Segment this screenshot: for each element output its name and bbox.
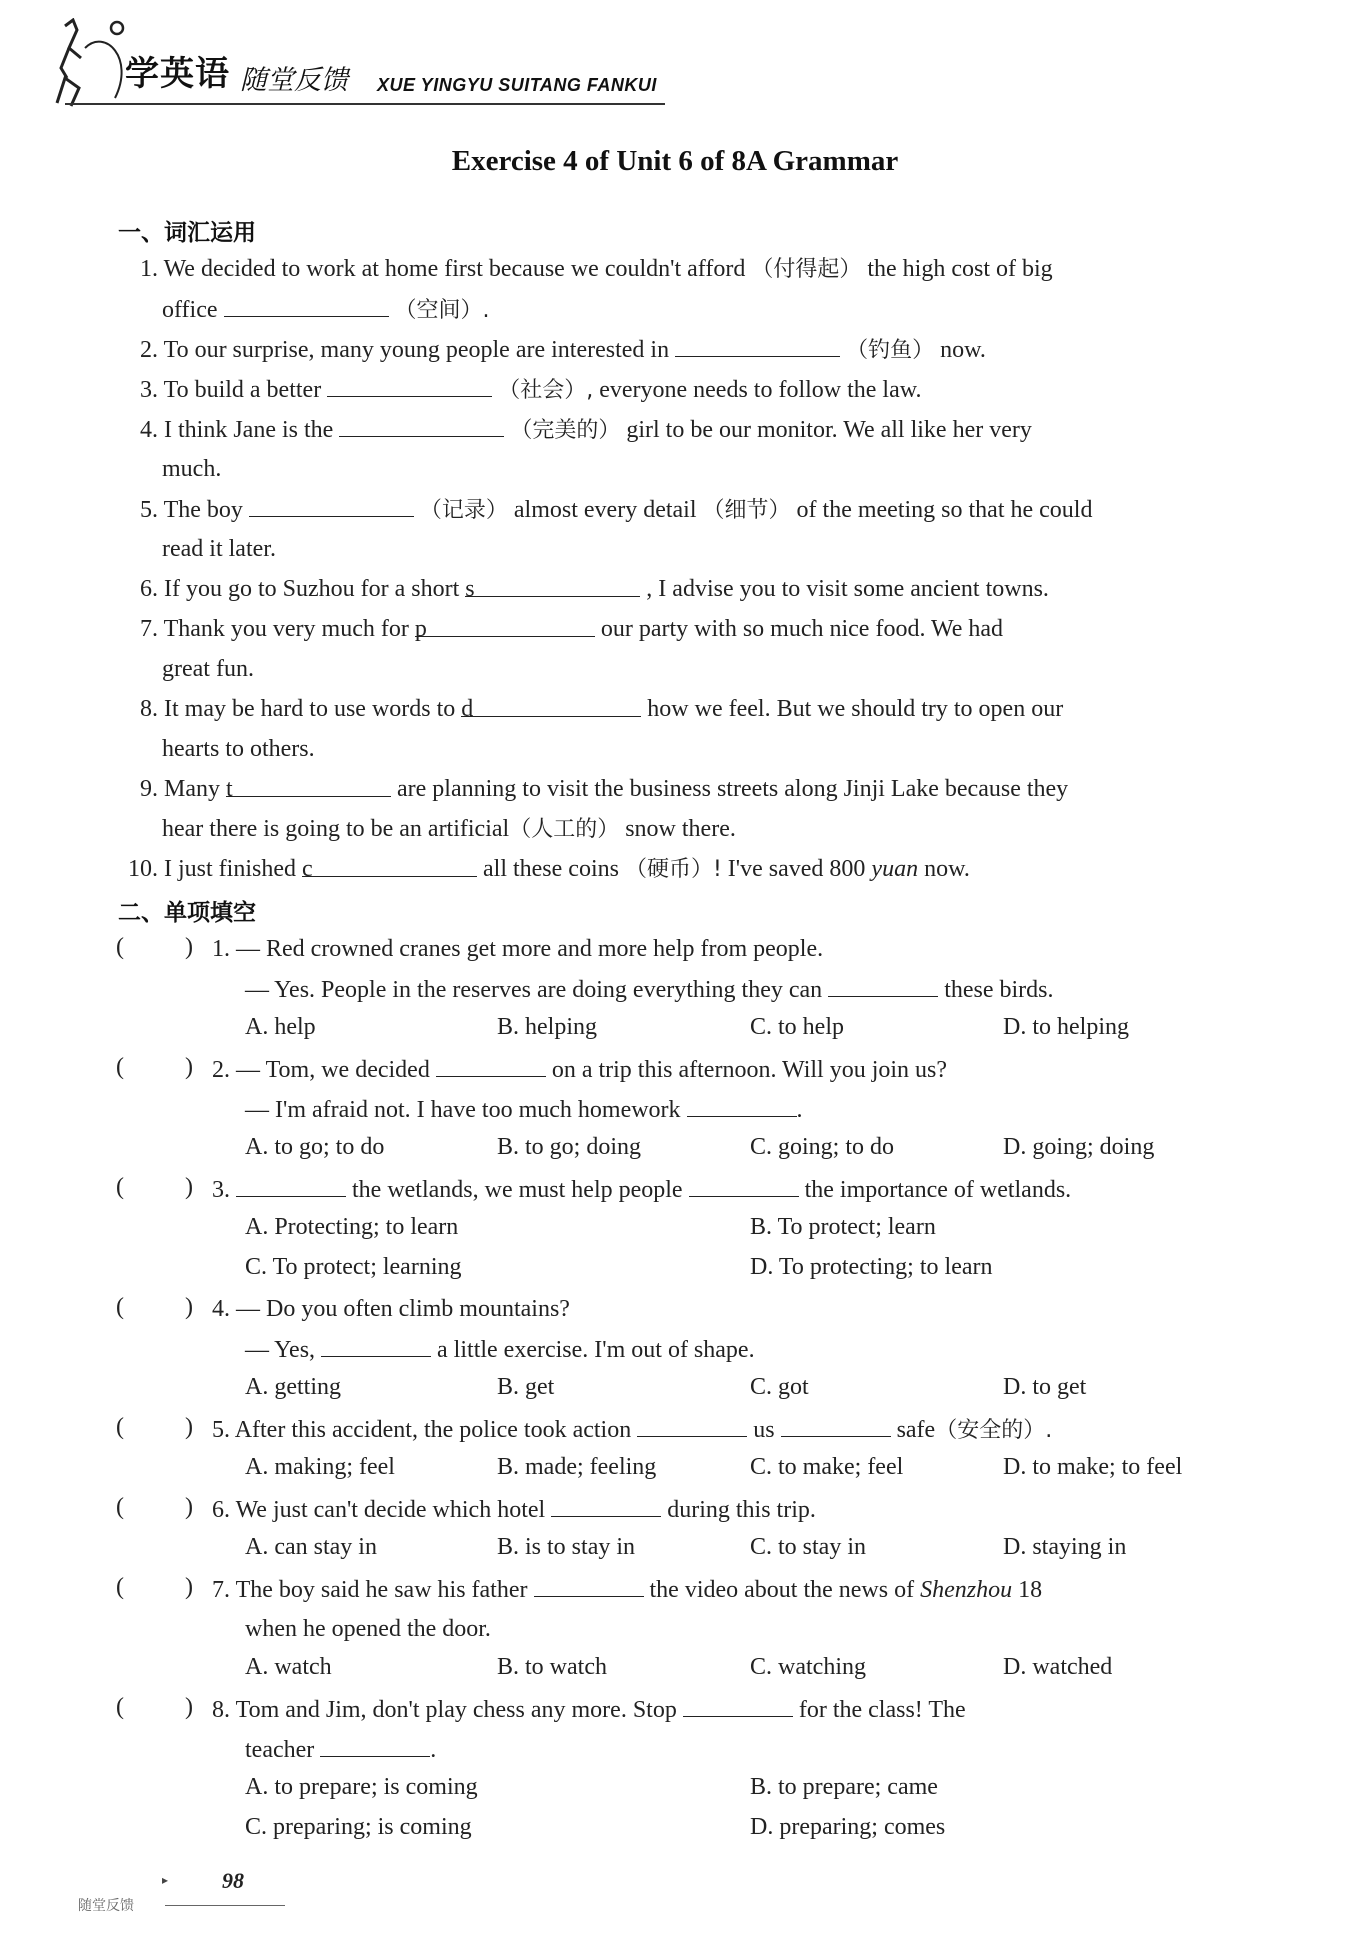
answer-blank[interactable] — [689, 1174, 799, 1197]
item-text: all these coins — [483, 856, 619, 882]
answer-paren-open: ( — [116, 1574, 124, 1600]
vocab-item-6 — [128, 574, 1049, 604]
question-text: the wetlands, we must help people — [352, 1177, 683, 1203]
question-number: 7. — [212, 1577, 230, 1603]
option-a[interactable]: A. getting — [245, 1374, 341, 1400]
option-d[interactable]: D. to get — [1003, 1374, 1087, 1400]
chinese-hint: （付得起） — [751, 257, 862, 282]
item-text: how we feel. But we should try to open our — [647, 696, 1064, 722]
item-text: everyone needs to follow the law. — [599, 377, 922, 403]
item-text: now. — [940, 337, 986, 363]
section-heading-multiple-choice: 二、单项填空 — [118, 900, 256, 926]
question-text: We just can't decide which hotel — [235, 1497, 546, 1523]
brand-pinyin: XUE YINGYU SUITANG FANKUI — [377, 75, 657, 95]
question-text: — Yes, — [245, 1337, 316, 1363]
answer-paren-close[interactable]: ) — [185, 1294, 193, 1320]
page-title: Exercise 4 of Unit 6 of 8A Grammar — [451, 145, 899, 177]
question-number: 3. — [212, 1177, 230, 1203]
question-number: 2. — [212, 1057, 230, 1083]
option-c[interactable]: C. to help — [750, 1014, 844, 1040]
answer-paren-open: ( — [116, 1174, 124, 1200]
vocab-item-9-line2 — [162, 814, 736, 845]
option-d[interactable]: D. preparing; comes — [750, 1814, 946, 1840]
answer-blank[interactable] — [414, 614, 595, 642]
vocab-item-5-line2: read it later. — [162, 536, 276, 562]
answer-blank[interactable] — [436, 1054, 546, 1077]
chinese-hint: （社会）, — [498, 378, 594, 403]
option-a[interactable]: A. can stay in — [245, 1534, 377, 1560]
option-c[interactable]: C. got — [750, 1374, 809, 1400]
answer-blank[interactable] — [781, 1414, 891, 1437]
mc-question-2 — [212, 1054, 947, 1085]
question-text: on a trip this afternoon. Will you join us? — [551, 1057, 948, 1083]
answer-paren-close[interactable]: ) — [185, 1414, 193, 1440]
answer-paren-close[interactable]: ) — [185, 1574, 193, 1600]
option-b[interactable]: B. is to stay in — [497, 1534, 636, 1560]
option-c[interactable]: C. going; to do — [750, 1134, 895, 1160]
vocab-item-8 — [128, 694, 1063, 724]
item-text: girl to be our monitor. We all like her very — [626, 417, 1032, 443]
answer-paren-close[interactable]: ) — [185, 1174, 193, 1200]
item-number: 3. — [140, 377, 158, 403]
item-number: 6. — [140, 576, 158, 602]
option-b[interactable]: B. helping — [497, 1014, 597, 1040]
option-c[interactable]: C. preparing; is coming — [245, 1814, 472, 1840]
option-d[interactable]: D. To protecting; to learn — [750, 1254, 993, 1280]
option-c[interactable]: C. To protect; learning — [245, 1254, 462, 1280]
answer-blank[interactable] — [226, 774, 391, 802]
chinese-hint: （细节） — [702, 498, 791, 523]
question-text: us — [753, 1417, 775, 1443]
question-text: — Yes. People in the reserves are doing everything they can — [245, 977, 823, 1003]
page-header — [55, 18, 675, 113]
option-b[interactable]: B. made; feeling — [497, 1454, 657, 1480]
chinese-hint: （记录） — [419, 498, 508, 523]
answer-paren-close[interactable]: ) — [185, 1054, 193, 1080]
answer-blank[interactable] — [320, 1734, 430, 1757]
mc-question-1-line2 — [245, 974, 1054, 1005]
item-number: 4. — [140, 417, 158, 443]
question-number: 4. — [212, 1296, 230, 1322]
answer-blank[interactable] — [828, 974, 938, 997]
mc-question-1 — [212, 934, 823, 964]
chinese-hint: （人工的） — [509, 817, 620, 842]
answer-paren-open: ( — [116, 934, 124, 960]
answer-blank[interactable] — [465, 574, 640, 602]
option-d[interactable]: D. to helping — [1003, 1014, 1129, 1040]
section-heading-vocabulary: 一、词汇运用 — [118, 220, 256, 246]
mc-question-6 — [212, 1494, 816, 1525]
option-a[interactable]: A. help — [245, 1014, 316, 1040]
answer-blank[interactable] — [339, 414, 504, 437]
vocab-item-4-line2: much. — [162, 456, 222, 482]
vocab-item-8-line2: hearts to others. — [162, 736, 315, 762]
item-text: It may be hard to use words to — [164, 696, 456, 722]
answer-blank[interactable] — [236, 1174, 346, 1197]
option-a[interactable]: A. watch — [245, 1654, 332, 1680]
item-text: We decided to work at home first because we couldn't afford — [163, 256, 746, 282]
question-number: 1. — [212, 936, 230, 962]
initial-letter: t — [226, 776, 233, 802]
chinese-hint: （钓鱼） — [846, 338, 935, 363]
answer-blank[interactable] — [224, 294, 389, 317]
item-number: 2. — [140, 337, 158, 363]
item-text: the high cost of big — [867, 256, 1053, 282]
item-text: I just finished — [164, 856, 296, 882]
answer-blank[interactable] — [461, 694, 641, 722]
question-text: . — [796, 1097, 803, 1123]
question-text: — Do you often climb mountains? — [236, 1296, 570, 1322]
question-number: 8. — [212, 1697, 230, 1723]
answer-blank[interactable] — [683, 1694, 793, 1717]
option-c[interactable]: C. watching — [750, 1654, 866, 1680]
question-number: 5. — [212, 1417, 230, 1443]
chinese-hint: （安全的）. — [935, 1418, 1053, 1443]
mc-question-4-line2 — [245, 1334, 755, 1365]
item-text: are planning to visit the business streets along Jinji Lake because they — [397, 776, 1069, 802]
item-text: now. — [924, 856, 970, 882]
page-number: 98 — [222, 1868, 244, 1893]
vocab-item-9 — [128, 774, 1068, 804]
option-a[interactable]: A. to prepare; is coming — [245, 1774, 478, 1800]
question-text: teacher — [245, 1737, 315, 1763]
vocab-item-7 — [128, 614, 1003, 644]
item-text: Many — [164, 776, 220, 802]
question-text: these birds. — [944, 977, 1054, 1003]
answer-paren-close[interactable]: ) — [185, 934, 193, 960]
answer-paren-close[interactable]: ) — [185, 1494, 193, 1520]
chinese-hint: （空间）. — [394, 298, 490, 323]
initial-letter: d — [461, 696, 474, 722]
option-a[interactable]: A. to go; to do — [245, 1134, 385, 1160]
question-text: during this trip. — [667, 1497, 816, 1523]
vocab-item-7-line2: great fun. — [162, 656, 254, 682]
header-rule — [65, 103, 665, 105]
option-b[interactable]: B. get — [497, 1374, 555, 1400]
option-c[interactable]: C. to stay in — [750, 1534, 867, 1560]
vocab-item-10 — [128, 854, 970, 885]
option-d[interactable]: D. watched — [1003, 1654, 1113, 1680]
mc-question-4 — [212, 1294, 570, 1324]
mc-question-5 — [212, 1414, 1052, 1446]
initial-letter: s — [465, 576, 475, 602]
mc-question-2-line2 — [245, 1094, 803, 1125]
question-text: 18 — [1018, 1577, 1043, 1603]
question-text: . — [430, 1737, 437, 1763]
vocab-item-1 — [128, 254, 1053, 285]
runner-logo-icon — [55, 18, 125, 110]
option-d[interactable]: D. going; doing — [1003, 1134, 1155, 1160]
item-text: If you go to Suzhou for a short — [164, 576, 460, 602]
answer-paren-open: ( — [116, 1414, 124, 1440]
answer-paren-open: ( — [116, 1694, 124, 1720]
vocab-item-3 — [128, 374, 922, 406]
footer-label: 随堂反馈 — [78, 1898, 134, 1914]
mc-question-7-line2: when he opened the door. — [245, 1616, 491, 1642]
item-text: The boy — [163, 497, 243, 523]
question-text: Tom and Jim, don't play chess any more. Stop — [235, 1697, 677, 1723]
question-text: safe — [896, 1417, 936, 1443]
option-b[interactable]: B. To protect; learn — [750, 1214, 936, 1240]
vocab-item-5 — [128, 494, 1092, 526]
vocab-item-4 — [128, 414, 1032, 446]
answer-paren-open: ( — [116, 1294, 124, 1320]
answer-paren-open: ( — [116, 1054, 124, 1080]
mc-question-3 — [212, 1174, 1071, 1205]
brand-name: 学英语 — [125, 54, 230, 94]
item-text: almost every detail — [513, 497, 697, 523]
answer-blank[interactable] — [637, 1414, 747, 1437]
item-text: hear there is going to be an artificial — [162, 816, 510, 842]
answer-blank[interactable] — [302, 854, 477, 882]
item-number: 10. — [128, 856, 158, 882]
item-number: 9. — [140, 776, 158, 802]
answer-blank[interactable] — [327, 374, 492, 397]
vocab-item-1-line2 — [162, 294, 490, 326]
item-text: our party with so much nice food. We had — [600, 616, 1004, 642]
item-text: , I advise you to visit some ancient towns. — [646, 576, 1049, 602]
brand-subtitle: 随堂反馈 — [240, 65, 348, 96]
initial-letter: p — [414, 616, 427, 642]
footer-rule — [165, 1905, 285, 1906]
answer-blank[interactable] — [687, 1094, 797, 1117]
mc-question-8 — [212, 1694, 966, 1725]
option-c[interactable]: C. to make; feel — [750, 1454, 904, 1480]
option-b[interactable]: B. to watch — [497, 1654, 607, 1680]
option-b[interactable]: B. to go; doing — [497, 1134, 642, 1160]
chinese-hint: （硬币）! — [624, 857, 722, 882]
option-b[interactable]: B. to prepare; came — [750, 1774, 938, 1800]
item-text: To our surprise, many young people are interested in — [163, 337, 670, 363]
item-text: I think Jane is the — [164, 417, 334, 443]
answer-blank[interactable] — [675, 334, 840, 357]
option-a[interactable]: A. making; feel — [245, 1454, 395, 1480]
answer-blank[interactable] — [534, 1574, 644, 1597]
chinese-hint: （完美的） — [510, 418, 621, 443]
item-text: snow there. — [625, 816, 736, 842]
question-text: for the class! The — [798, 1697, 966, 1723]
item-number: 7. — [140, 616, 158, 642]
item-text: To build a better — [163, 377, 322, 403]
question-text: — Tom, we decided — [236, 1057, 430, 1083]
answer-paren-open: ( — [116, 1494, 124, 1520]
answer-blank[interactable] — [321, 1334, 431, 1357]
initial-letter: c — [302, 856, 313, 882]
vocab-item-2 — [128, 334, 986, 366]
option-d[interactable]: D. to make; to feel — [1003, 1454, 1183, 1480]
italic-word: yuan — [871, 856, 919, 882]
item-number: 5. — [140, 497, 158, 523]
question-text: the video about the news of — [649, 1577, 915, 1603]
question-text: After this accident, the police took action — [234, 1417, 632, 1443]
answer-paren-close[interactable]: ) — [185, 1694, 193, 1720]
item-number: 1. — [140, 256, 158, 282]
mc-question-8-line2 — [245, 1734, 436, 1765]
mc-question-7 — [212, 1574, 1042, 1605]
answer-blank[interactable] — [249, 494, 414, 517]
item-text: office — [162, 297, 218, 323]
question-text: a little exercise. I'm out of shape. — [437, 1337, 755, 1363]
question-text: — Red crowned cranes get more and more help from people. — [236, 936, 824, 962]
item-text: I've saved 800 — [727, 856, 866, 882]
question-text: The boy said he saw his father — [235, 1577, 528, 1603]
answer-blank[interactable] — [551, 1494, 661, 1517]
question-text: the importance of wetlands. — [804, 1177, 1072, 1203]
item-text: of the meeting so that he could — [796, 497, 1093, 523]
italic-word: Shenzhou — [920, 1577, 1013, 1603]
question-number: 6. — [212, 1497, 230, 1523]
item-text: Thank you very much for — [163, 616, 409, 642]
option-d[interactable]: D. staying in — [1003, 1534, 1127, 1560]
option-a[interactable]: A. Protecting; to learn — [245, 1214, 459, 1240]
triangle-icon: ▸ — [162, 1873, 169, 1887]
question-text: — I'm afraid not. I have too much homework — [245, 1097, 681, 1123]
item-number: 8. — [140, 696, 158, 722]
